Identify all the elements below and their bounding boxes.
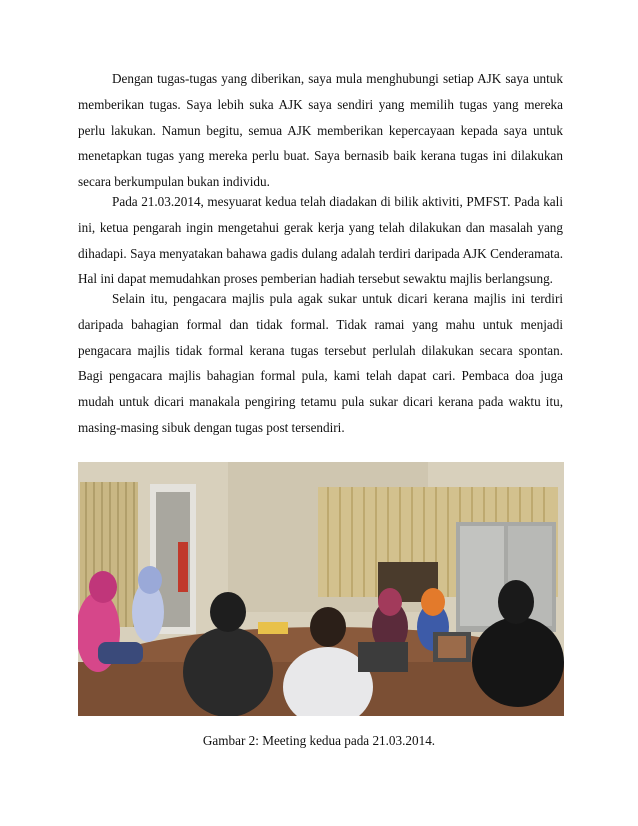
paragraph-1: Dengan tugas-tugas yang diberikan, saya mula menghubungi setiap AJK saya untuk memberikan tugas. Saya lebih suka AJK saya sendiri yang memilih tugas yang mereka perlu lakukan. Namun begitu, semua AJK memberikan kepercayaan kepada saya untuk menetapkan tugas yang mereka perlu buat. Saya bernasib baik kerana tugas ini dilakukan secara berkumpulan bukan individu. xyxy=(78,71,563,190)
paragraph-3: Selain itu, pengacara majlis pula agak sukar untuk dicari kerana majlis ini terdiri daripada bahagian formal dan tidak formal. Tidak ramai yang mahu untuk menjadi pengacara majlis tidak formal kerana tugas tersebut perlulah dilakukan secara spontan. Bagi pengacara majlis bahagian formal pula, kami telah dapat cari. Pembaca doa juga mudah untuk dicari manakala pengiring tetamu pula sukar dicari kerana pada waktu itu, masing-masing sibuk dengan tugas post tersendiri. xyxy=(78,291,563,435)
paragraph-2: Pada 21.03.2014, mesyuarat kedua telah diadakan di bilik aktiviti, PMFST. Pada kali ini, ketua pengarah ingin mengetahui gerak kerja yang telah dilakukan dan masalah yang dihadapi. Saya menyatakan bahawa gadis dulang adalah terdiri daripada AJK Cenderamata. Hal ini dapat memudahkan proses pemberian hadiah tersebut sewaktu majlis berlangsung. xyxy=(78,194,563,287)
figure-caption: Gambar 2: Meeting kedua pada 21.03.2014. xyxy=(202,733,436,748)
meeting-photo xyxy=(78,462,564,716)
